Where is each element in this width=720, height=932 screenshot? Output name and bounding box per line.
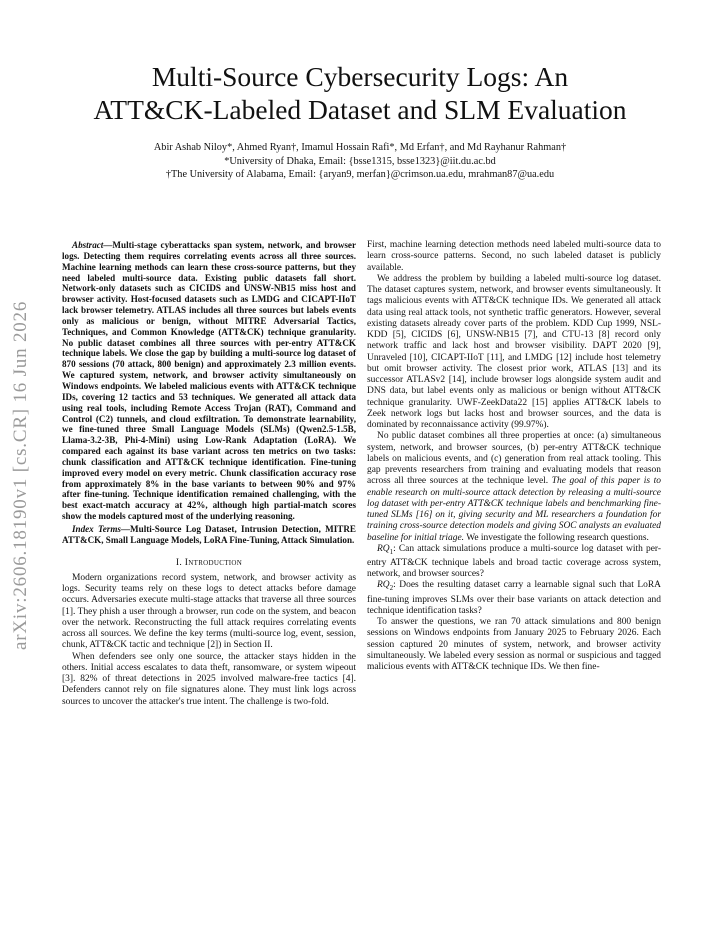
- rq1-text: : Can attack simulations produce a multi-source log dataset with per-entry ATT&CK technique labels and broad tactic coverage across system, network, and browser sources?: [367, 543, 661, 580]
- intro-paragraph-5: [367, 431, 661, 544]
- abstract-label: Abstract—: [72, 240, 113, 250]
- title-line-2: ATT&CK-Labeled Dataset and SLM Evaluation: [93, 94, 627, 125]
- arxiv-identifier: arXiv:2606.18190v1 [cs.CR] 16 Jun 2026: [10, 300, 31, 650]
- intro-paragraph-2: When defenders see only one source, the attacker stays hidden in the others. Initial access escalates to data theft, ransomware, or system wipeout [3]. 82% of threat detections in 2025 involved malware-free tactics [4]. Defenders cannot rely on file signatures alone. They must link logs across sources to uncover the attacker's true intent. The challenge is two-fold.: [62, 651, 356, 707]
- abstract-text: Multi-stage cyberattacks span system, network, and browser logs. Detecting them requires correlating events across all three sources. Machine learning methods can learn these cross-source patterns, but they need labeled multi-source data. Existing public datasets fall short. Network-only datasets such as CICIDS and UNSW-NB15 miss host and browser activity. Host-focused datasets such as LMDG and CICAPT-IIoT lack browser telemetry. ATLAS includes all three sources but labels events only as malicious or benign, without MITRE Adversarial Tactics, Techniques, and Common Knowledge (ATT&CK) technique granularity. No public dataset combines all three sources with per-entry ATT&CK technique labels. We close the gap by building a multi-source log dataset of 870 sessions (70 attack, 800 benign) and approximately 2.3 million events. We captured system, network, and browser activity simultaneously on Windows endpoints. We labeled malicious events with ATT&CK technique IDs, covering 12 tactics and 53 techniques. We generated all attack data using real tools, including Remote Access Trojan (RAT), Command and Control (C2) tunnels, and cloud exfiltration. To demonstrate learnability, we fine-tuned three Small Language Models (SLMs) (Qwen2.5-1.5B, Llama-3.2-3B, Phi-4-Mini) using Low-Rank Adaptation (LoRA). We compared each against its base variant across ten metrics on two tasks: chunk classification and ATT&CK technique identification. Fine-tuning improved every model on every metric. Chunk classification accuracy rose from approximately 8% in the base variants to between 90% and 97% after fine-tuning. Technique identification remained challenging, with the best exact-match accuracy at 42%, although high partial-match scores show the models captured most of the underlying reasoning.: [62, 240, 356, 522]
- author-block: [60, 141, 660, 182]
- left-column: [62, 240, 356, 708]
- rq1-label: RQ: [377, 543, 390, 554]
- research-question-1: [367, 544, 661, 581]
- index-terms-text: Multi-Source Log Dataset, Intrusion Detection, MITRE ATT&CK, Small Language Models, LoRA Fine-Tuning, Attack Simulation.: [62, 523, 356, 545]
- rq2-subscript: 2: [389, 584, 394, 593]
- research-question-2: [367, 580, 661, 617]
- affiliation-1: *University of Dhaka, Email: {bsse1315, bsse1323}@iit.du.ac.bd: [224, 155, 496, 167]
- abstract: [62, 240, 356, 522]
- intro-paragraph-4: We address the problem by building a labeled multi-source log dataset. The dataset captures system, network, and browser events simultaneously. It tags malicious events with ATT&CK technique IDs. We generated all attack data using real attack tools, not synthetic traffic generators. However, several existing datasets already cover parts of the problem. KDD Cup 1999, NSL-KDD [5], CICIDS [6], UNSW-NB15 [7], and CTU-13 [8] record only network traffic and lack host and browser visibility. DAPT 2020 [9], Unraveled [10], CICAPT-IIoT [11], and LMDG [12] include host telemetry but omit browser activity. The closest prior work, ATLAS [13] and its successor ATLASv2 [14], include browser logs alongside system audit and DNS data, but label events only as malicious or benign without ATT&CK technique granularity. UWF-ZeekData22 [15] applies ATT&CK labels to Zeek network logs but lacks host and browser sources, and the data is dominated by reconnaissance activity (99.97%).: [367, 273, 661, 430]
- intro-paragraph-6: To answer the questions, we ran 70 attack simulations and 800 benign sessions on Windows endpoints from January 2025 to February 2026. Each session captured 20 minutes of system, network, and browser activity simultaneously. We labeled every session as normal or suspicious and tagged malicious events with ATT&CK technique IDs. We then fine-: [367, 617, 661, 673]
- section-heading-introduction: I. Introduction: [175, 556, 243, 568]
- rq2-text: : Does the resulting dataset carry a learnable signal such that LoRA fine-tuning improves SLMs over their base variants on attack detection and technique identification tasks?: [367, 580, 661, 616]
- intro-paragraph-1: Modern organizations record system, network, and browser activity as logs. Security teams rely on these logs to detect attacks before damage occurs. Adversaries execute multi-stage attacks that traverse all three sources [1]. They phish a user through a browser, run code on the system, and beacon over the network. Reconstructing the full attack requires correlating events across all sources. We define the key terms (multi-source log, event, session, chunk, ATT&CK tactic and technique [2]) in Section II.: [62, 572, 356, 651]
- index-terms: [62, 524, 356, 546]
- intro-paragraph-3: First, machine learning detection methods need labeled multi-source data to learn cross-source patterns. Second, no such labeled dataset is publicly available.: [367, 240, 661, 273]
- gap-statement: No public dataset combines all three properties at once: (a) simultaneous system, network, and browser sources, (b) per-entry ATT&CK technique labels on malicious events, and (c) generation from real attack tooling. This gap prevents researchers from training and evaluating models that reason across all three sources at the technique level.: [367, 431, 661, 487]
- right-column: [367, 240, 661, 673]
- title-line-1: Multi-Source Cybersecurity Logs: An: [151, 61, 569, 92]
- index-terms-label: Index Terms—: [72, 523, 131, 534]
- rq2-label: RQ: [377, 580, 390, 591]
- goal-statement: The goal of this paper is to enable research on multi-source attack detection by releasing a multi-source log dataset with per-entry ATT&CK technique labels and benchmarking fine-tuned SLMs [16] on it, giving security and ML researchers a foundation for training cross-source detection models and giving SOC analysts an evaluated baseline for initial triage.: [367, 476, 661, 543]
- rq1-subscript: 1: [389, 547, 394, 556]
- affiliation-2: †The University of Alabama, Email: {aryan9, merfan}@crimson.ua.edu, mrahman87@ua.edu: [165, 169, 555, 180]
- paper-title: [60, 60, 660, 126]
- author-names: Abir Ashab Niloy*, Ahmed Ryan†, Imamul Hossain Rafi*, Md Erfan†, and Md Rayhanur Rahman†: [153, 142, 567, 153]
- rq-intro: We investigate the following research questions.: [466, 532, 649, 543]
